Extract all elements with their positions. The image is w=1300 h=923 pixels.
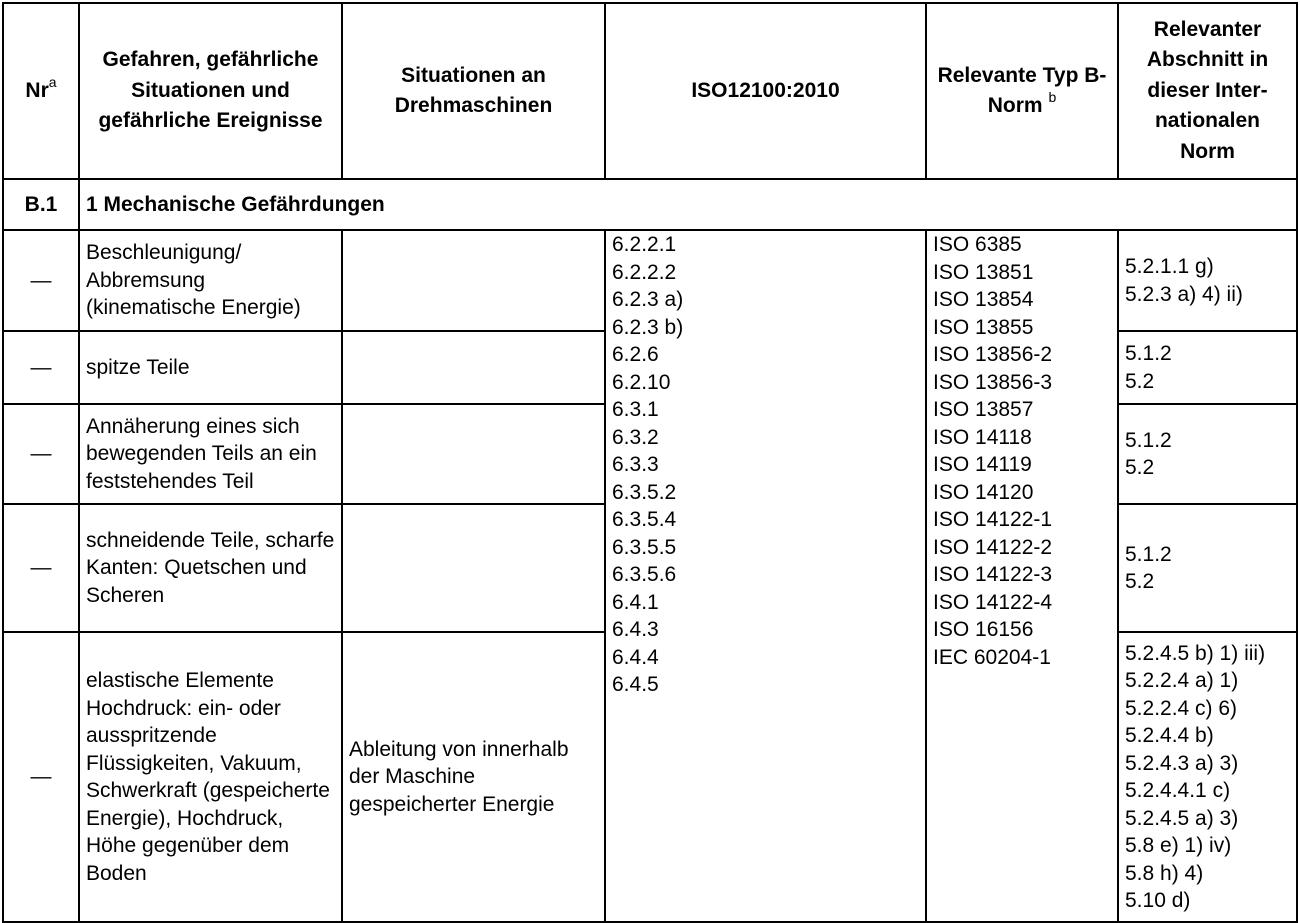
relevant-section: 5.8 e) 1) iv) xyxy=(1125,834,1232,857)
section-title: 1 Mechanische Gefährdungen xyxy=(79,179,1297,230)
iso-clause: 6.3.3 xyxy=(612,453,659,476)
type-b-norm: ISO 14120 xyxy=(933,480,1034,504)
relevant-section: 5.8 h) 4) xyxy=(1125,861,1204,885)
iso-clause: 6.4.4 xyxy=(612,645,659,669)
relevant-section-cell xyxy=(1118,504,1297,632)
iso-clause: 6.2.3 a) xyxy=(612,288,684,311)
iso-clause: 6.4.1 xyxy=(612,590,659,614)
iso-clause: 6.4.3 xyxy=(612,618,659,641)
row-nr: — xyxy=(3,632,79,922)
type-b-norm: ISO 14119 xyxy=(933,453,1032,476)
header-nr-footnote: a xyxy=(48,73,57,90)
iso-clause: 6.3.5.2 xyxy=(612,480,677,504)
row-nr: — xyxy=(3,404,79,504)
type-b-norm: ISO 13857 xyxy=(933,398,1034,421)
type-b-norm: ISO 14122-3 xyxy=(933,563,1053,586)
relevant-section: 5.2.2.4 a) 1) xyxy=(1125,669,1239,692)
type-b-norm: ISO 14122-1 xyxy=(933,508,1053,531)
header-type-b-footnote: b xyxy=(1048,89,1057,105)
type-b-norm: ISO 16156 xyxy=(933,618,1034,641)
iso-clause: 6.3.5.4 xyxy=(612,508,677,531)
iso-clause: 6.3.5.5 xyxy=(612,535,677,559)
relevant-section: 5.2.4.5 b) 1) iii) xyxy=(1125,641,1266,665)
iso12100-clauses-cell xyxy=(605,230,926,922)
header-situations: Situationen an Drehmaschinen xyxy=(342,3,605,179)
relevant-section-cell xyxy=(1118,230,1297,331)
situation-cell xyxy=(342,230,605,331)
situation-cell: Ableitung von innerhalb der Maschine gespeicherter Energie xyxy=(342,632,605,922)
iso-clause: 6.2.6 xyxy=(612,343,659,366)
iso-clause: 6.3.1 xyxy=(612,398,659,421)
relevant-section: 5.10 d) xyxy=(1125,889,1191,912)
header-relevant-section: Relevanter Abschnitt in dieser Inter-nationalen Norm xyxy=(1118,3,1297,179)
relevant-section: 5.2.4.4.1 c) xyxy=(1125,779,1231,802)
type-b-norm: ISO 14122-2 xyxy=(933,535,1053,559)
iso-clause: 6.3.5.6 xyxy=(612,563,677,586)
header-row xyxy=(3,3,1297,179)
section-row xyxy=(3,179,1297,230)
type-b-norm: ISO 6385 xyxy=(933,233,1022,256)
iso-clause: 6.4.5 xyxy=(612,673,659,696)
relevant-section-cell xyxy=(1118,331,1297,404)
hazard-table xyxy=(2,2,1298,923)
situation-cell xyxy=(342,504,605,632)
iso-clause: 6.2.10 xyxy=(612,370,671,394)
relevant-section-cell xyxy=(1118,404,1297,504)
iso-clause: 6.2.2.1 xyxy=(612,233,677,256)
relevant-section: 5.1.2 xyxy=(1125,342,1172,365)
type-b-norm: IEC 60204-1 xyxy=(933,645,1051,669)
row-nr: — xyxy=(3,331,79,404)
type-b-norm: ISO 13855 xyxy=(933,315,1034,339)
type-b-norm: ISO 13856-3 xyxy=(933,370,1053,394)
header-nr: Nr$^a$ xyxy=(3,3,79,179)
iso-clause: 6.3.2 xyxy=(612,425,659,449)
relevant-section: 5.2.3 a) 4) ii) xyxy=(1125,282,1243,306)
type-b-norm: ISO 13856-2 xyxy=(933,343,1053,366)
type-b-norm: ISO 13851 xyxy=(933,260,1034,284)
row-nr: — xyxy=(3,230,79,331)
type-b-norm: ISO 14118 xyxy=(933,425,1032,449)
relevant-section: 5.1.2 xyxy=(1125,542,1172,566)
relevant-section: 5.2.1.1 g) xyxy=(1125,255,1214,278)
iso-clause: 6.2.3 b) xyxy=(612,315,684,339)
relevant-section: 5.2 xyxy=(1125,369,1155,393)
iso-clause: 6.2.2.2 xyxy=(612,260,677,284)
relevant-section: 5.2.2.4 c) 6) xyxy=(1125,696,1238,720)
relevant-section: 5.2.4.4 b) xyxy=(1125,724,1214,747)
relevant-section: 5.1.2 xyxy=(1125,428,1172,452)
type-b-norms-cell xyxy=(926,230,1118,922)
hazard-cell: schneidende Teile, scharfe Kanten: Quetschen und Scheren xyxy=(79,504,342,632)
header-type-b-norm: Relevante Typ B-Norm $^b$ xyxy=(926,3,1118,179)
header-iso12100: ISO12100:2010 xyxy=(605,3,926,179)
hazard-cell: spitze Teile xyxy=(79,331,342,404)
relevant-section-cell xyxy=(1118,632,1297,922)
hazard-cell: Beschleunigung/ Abbremsung (kinematische Energie) xyxy=(79,230,342,331)
situation-cell xyxy=(342,404,605,504)
header-hazards: Gefahren, gefährliche Situationen und gefährliche Ereignisse xyxy=(79,3,342,179)
table-row xyxy=(3,230,1297,331)
row-nr: — xyxy=(3,504,79,632)
relevant-section: 5.2 xyxy=(1125,570,1155,593)
relevant-section: 5.2 xyxy=(1125,456,1155,479)
relevant-section: 5.2.4.5 a) 3) xyxy=(1125,806,1239,830)
type-b-norm: ISO 14122-4 xyxy=(933,590,1053,614)
hazard-cell: elastische Elemente Hochdruck: ein- oder ausspritzende Flüssigkeiten, Vakuum, Schwerkraft (gespeicherte Energie), Hochdruck, Höhe gegenüber dem Boden xyxy=(79,632,342,922)
type-b-norm: ISO 13854 xyxy=(933,288,1034,311)
relevant-section: 5.2.4.3 a) 3) xyxy=(1125,751,1239,775)
situation-cell xyxy=(342,331,605,404)
hazard-cell: Annäherung eines sich bewegenden Teils an ein feststehendes Teil xyxy=(79,404,342,504)
section-nr: B.1 xyxy=(3,179,79,230)
